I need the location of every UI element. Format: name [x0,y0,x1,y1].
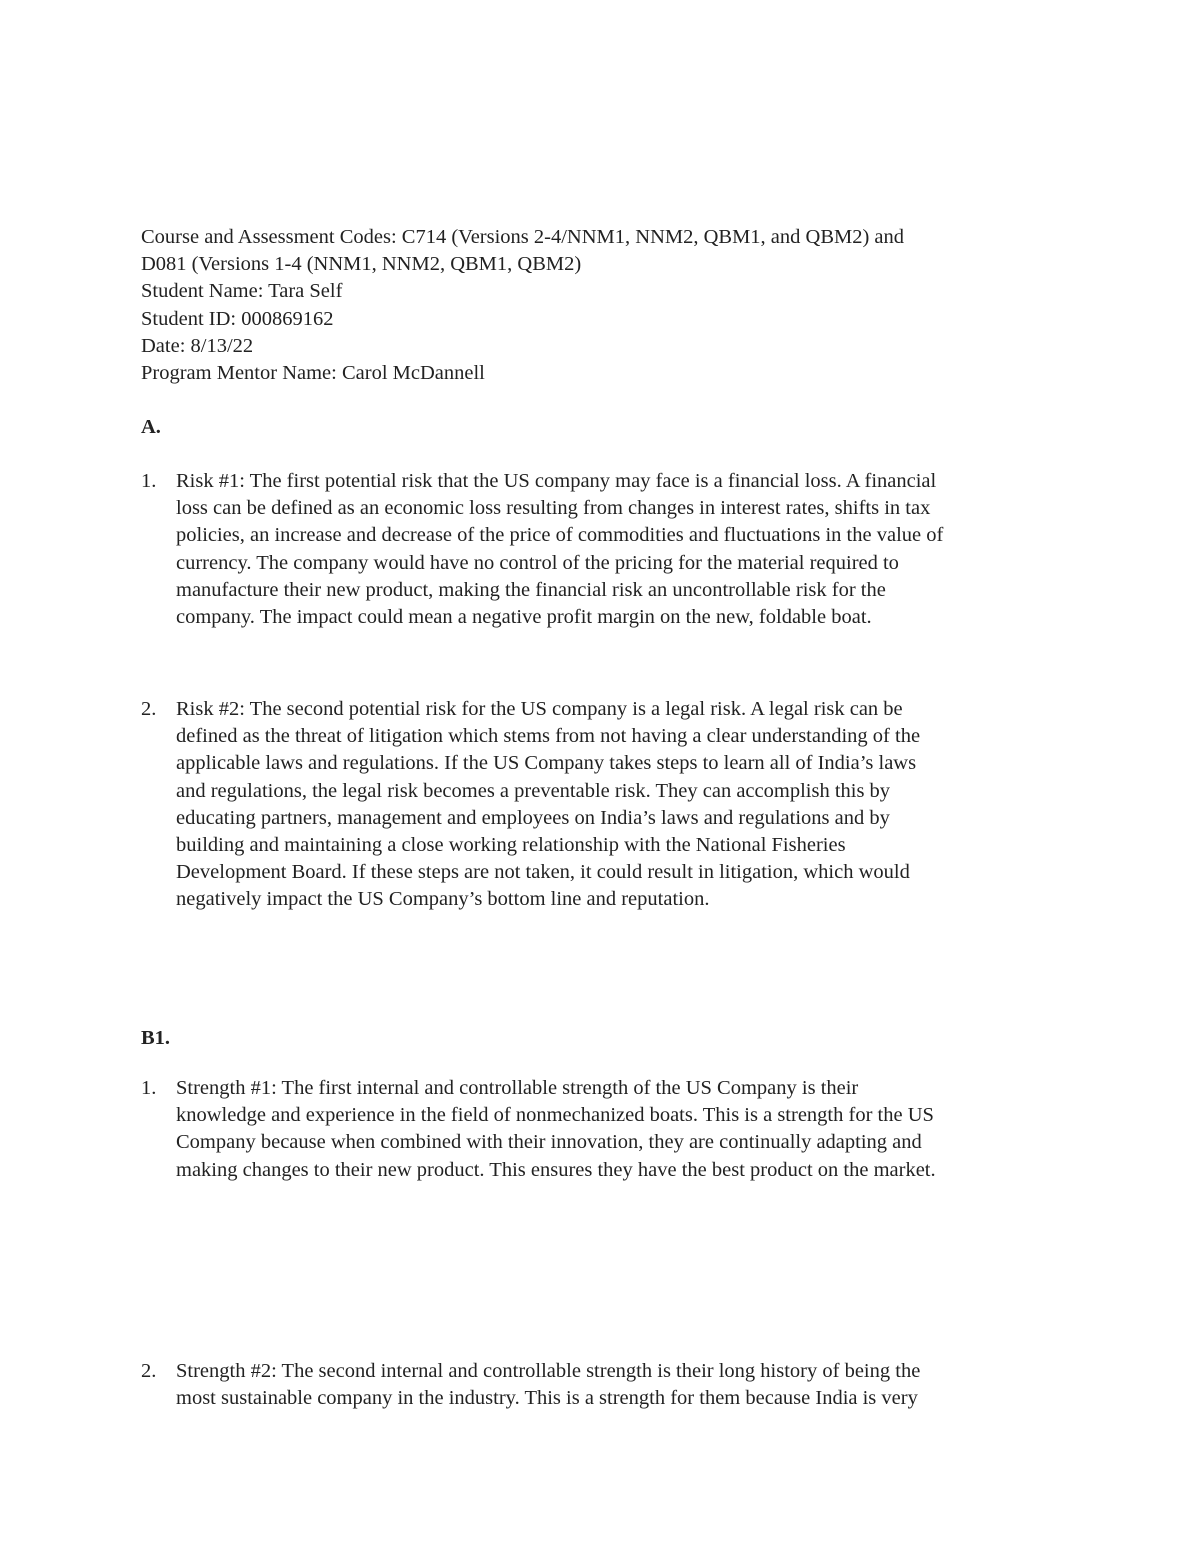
list-item-text [176,1358,1061,1412]
text-line: Company because when combined with their innovation, they are continually adapting and [176,1131,922,1154]
document-header [141,224,1061,387]
text-line: knowledge and experience in the field of nonmechanized boats. This is a strength for the US [176,1104,934,1127]
list-number: 1. [141,470,157,492]
text-line: making changes to their new product. This ensures they have the best product on the market. [176,1158,936,1181]
course-codes-line-2: D081 (Versions 1-4 (NNM1, NNM2, QBM1, QBM2) [141,253,582,276]
list-item-text [176,468,1061,631]
text-line: defined as the threat of litigation which stems from not having a clear understanding of the [176,725,921,748]
student-id: Student ID: 000869162 [141,307,334,330]
text-line: educating partners, management and employees on India’s laws and regulations and by [176,806,890,829]
text-line: manufacture their new product, making the financial risk an uncontrollable risk for the [176,578,886,601]
text-line: Development Board. If these steps are not taken, it could result in litigation, which would [176,861,910,884]
list-number: 2. [141,698,157,720]
list-number: 2. [141,1360,157,1382]
course-codes-line-1: Course and Assessment Codes: C714 (Versions 2-4/NNM1, NNM2, QBM1, and QBM2) and [141,226,905,248]
text-line: loss can be defined as an economic loss resulting from changes in interest rates, shifts in tax [176,497,931,520]
text-line: Risk #2: The second potential risk for the US company is a legal risk. A legal risk can be [176,698,903,720]
text-line: most sustainable company in the industry. This is a strength for them because India is very [176,1387,918,1410]
text-line: company. The impact could mean a negative profit margin on the new, foldable boat. [176,606,872,629]
text-line: applicable laws and regulations. If the US Company takes steps to learn all of India’s laws [176,752,917,775]
text-line: Risk #1: The first potential risk that the US company may face is a financial loss. A financial [176,470,937,492]
text-line: currency. The company would have no control of the pricing for the material required to [176,551,899,574]
list-number: 1. [141,1077,157,1099]
text-line: building and maintaining a close working relationship with the National Fisheries [176,834,846,857]
list-item-text [176,696,1061,914]
program-mentor-name: Program Mentor Name: Carol McDannell [141,362,485,385]
text-line: and regulations, the legal risk becomes a preventable risk. They can accomplish this by [176,779,891,802]
list-item-text [176,1075,1061,1184]
text-line: Strength #2: The second internal and controllable strength is their long history of being the [176,1360,921,1382]
date: Date: 8/13/22 [141,334,254,357]
section-a-heading: A. [141,416,161,438]
section-b1-heading: B1. [141,1027,171,1049]
text-line: Strength #1: The first internal and controllable strength of the US Company is their [176,1077,859,1099]
text-line: negatively impact the US Company’s bottom line and reputation. [176,888,710,911]
student-name: Student Name: Tara Self [141,280,343,303]
text-line: policies, an increase and decrease of the price of commodities and fluctuations in the value of [176,524,944,547]
